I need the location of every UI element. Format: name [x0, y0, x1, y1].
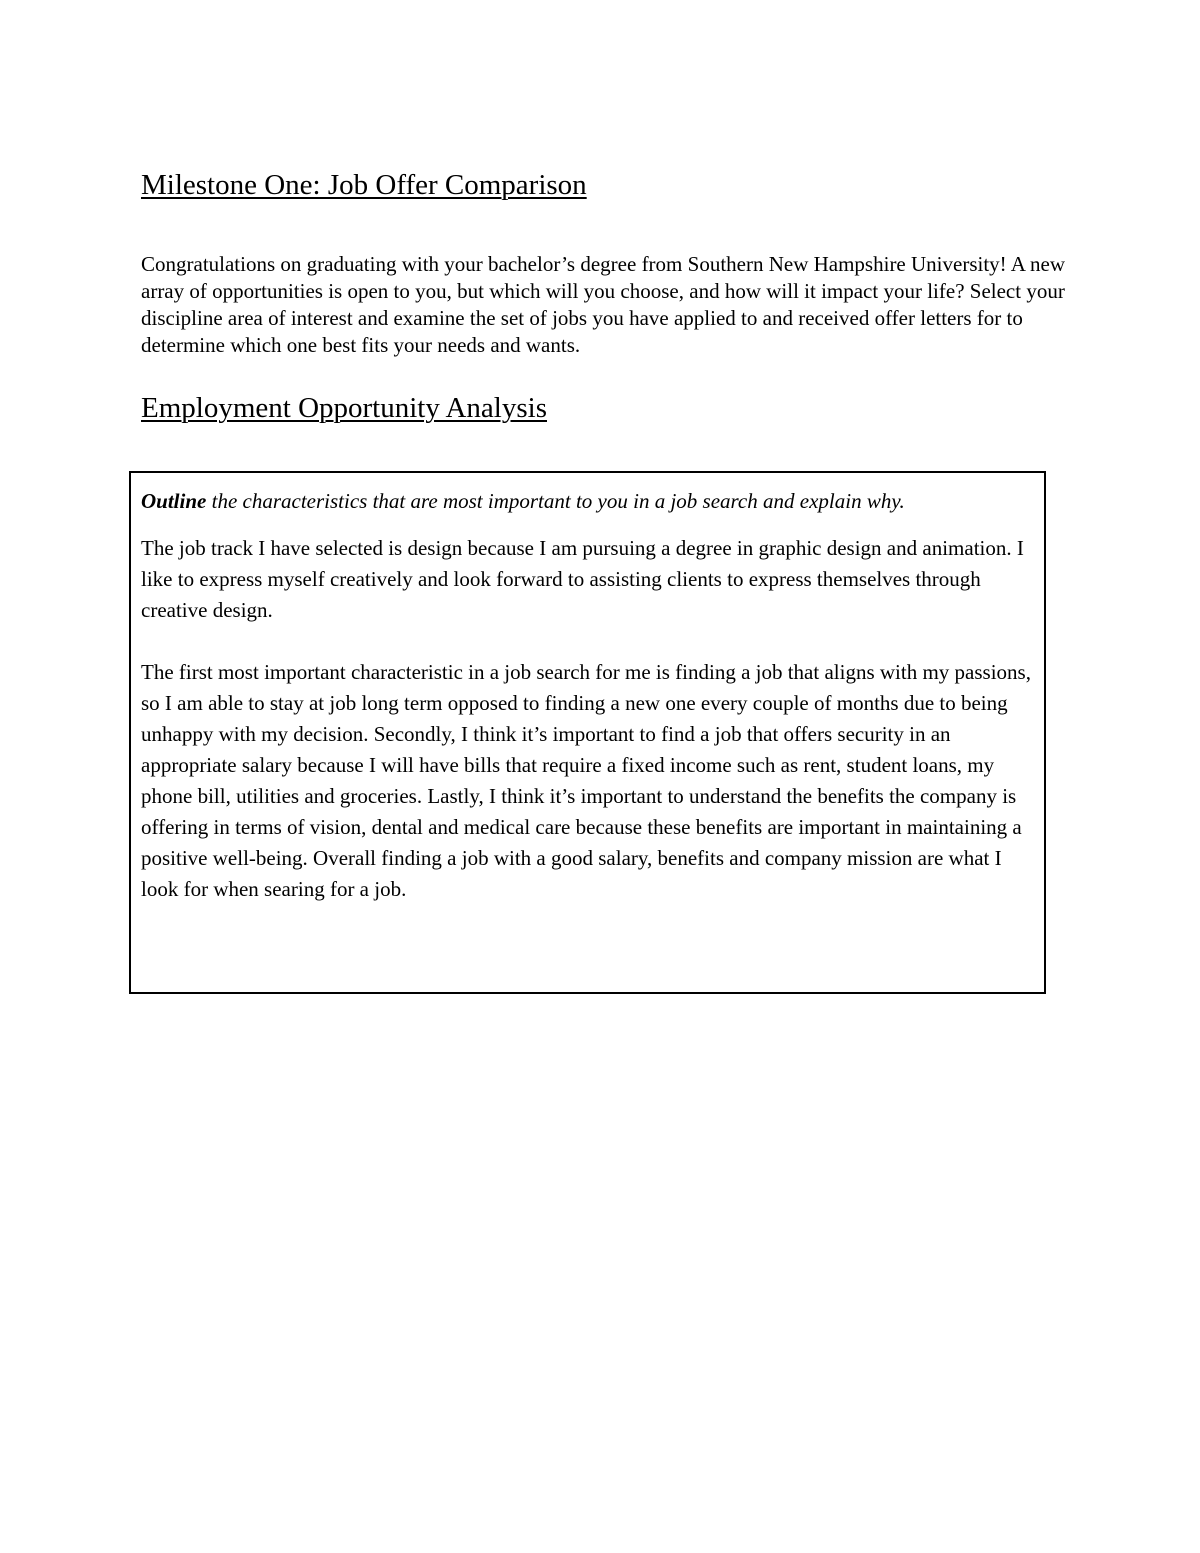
prompt-text — [141, 486, 1034, 516]
answer-box — [129, 471, 1046, 994]
section-heading: Employment Opportunity Analysis — [141, 392, 547, 424]
answer-paragraph-2: The first most important characteristic in a job search for me is finding a job that aligns with my passions, so I am able to stay at job long term opposed to finding a new one every couple of months due to being unhappy with my decision. Secondly, I think it’s important to find a job that offers security in an appropriate salary because I will have bills that require a fixed income such as rent, student loans, my phone bill, utilities and groceries. Lastly, I think it’s important to understand the benefits the company is offering in terms of vision, dental and medical care because these benefits are important in maintaining a positive well-being. Overall finding a job with a good salary, benefits and company mission are what I look for when searing for a job. — [141, 660, 1031, 901]
prompt-rest: the characteristics that are most important to you in a job search and explain why. — [206, 489, 905, 513]
intro-paragraph: Congratulations on graduating with your bachelor’s degree from Southern New Hampshire University! A new array of opportunities is open to you, but which will you choose, and how will it impact your life? Select your discipline area of interest and examine the set of jobs you have applied to and received offer letters for to determine which one best fits your needs and wants. — [141, 252, 1065, 357]
page-title: Milestone One: Job Offer Comparison — [141, 169, 587, 201]
answer-paragraph-1: The job track I have selected is design because I am pursuing a degree in graphic design and animation. I like to express myself creatively and look forward to assisting clients to express themselves through creative design. — [141, 536, 1024, 622]
prompt-lead: Outline — [141, 489, 207, 513]
